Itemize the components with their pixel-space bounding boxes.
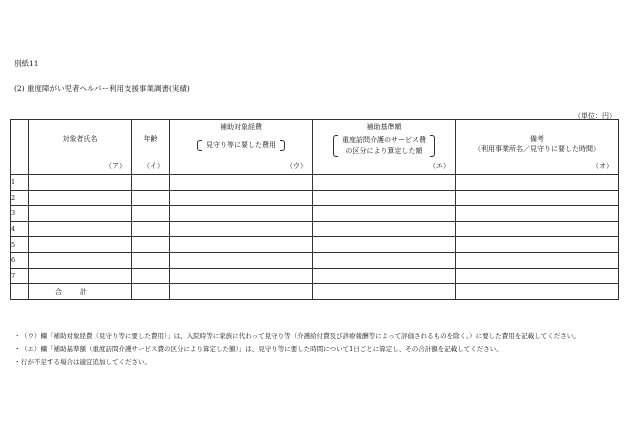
age-cell[interactable] <box>132 190 170 206</box>
remarks-cell[interactable] <box>456 190 619 206</box>
age-cell[interactable] <box>132 268 170 284</box>
name-cell[interactable] <box>29 268 132 284</box>
row-number: 3 <box>11 206 29 222</box>
table-row <box>11 206 619 222</box>
age-cell[interactable] <box>132 175 170 191</box>
cost-cell[interactable] <box>170 252 313 268</box>
total-age-cell <box>132 284 170 300</box>
remarks-cell[interactable] <box>456 252 619 268</box>
base-cell[interactable] <box>313 237 456 253</box>
note-bullet: ・ <box>14 332 21 340</box>
base-column-mark: （エ） <box>429 162 450 170</box>
name-column-label: 対象者氏名 <box>62 135 98 143</box>
age-column-label: 年齢 <box>143 135 158 143</box>
remarks-column-mark: （オ） <box>592 162 613 170</box>
table-row <box>11 268 619 284</box>
note-bullet: ・ <box>14 345 21 353</box>
remarks-cell[interactable] <box>456 237 619 253</box>
row-number: 2 <box>11 190 29 206</box>
name-column-mark: （ア） <box>105 162 126 170</box>
total-row <box>11 284 619 300</box>
table-row <box>11 237 619 253</box>
name-cell[interactable] <box>29 252 132 268</box>
note-text: 行が不足する場合は適宜追加してください。 <box>21 358 151 366</box>
base-column-header <box>313 120 456 175</box>
total-number-cell <box>11 284 29 300</box>
remarks-column-note: （利用事業所名／見守りに要した時間） <box>474 145 600 153</box>
cost-cell[interactable] <box>170 190 313 206</box>
cost-column-header <box>170 120 313 175</box>
name-column-header <box>29 120 132 175</box>
base-column-note-line1: 重度訪問介護のサービス費 <box>342 136 426 144</box>
base-column-note-line2: の区分により算定した額 <box>345 147 423 155</box>
table-row <box>11 190 619 206</box>
notes-section <box>14 330 620 369</box>
note-item <box>14 330 620 343</box>
remarks-cell[interactable] <box>456 221 619 237</box>
base-cell[interactable] <box>313 206 456 222</box>
remarks-cell[interactable] <box>456 268 619 284</box>
base-cell[interactable] <box>313 268 456 284</box>
remarks-cell[interactable] <box>456 206 619 222</box>
total-base-cell[interactable] <box>313 284 456 300</box>
row-number: 1 <box>11 175 29 191</box>
row-number: 5 <box>11 237 29 253</box>
note-text: （エ）欄「補助基準額（重度訪問介護サービス費の区分により算定した額）」は、見守り等に要した時間について1日ごとに算定し、その合計額を記載してください。 <box>21 345 503 353</box>
note-text: （ウ）欄「補助対象経費（見守り等に要した費用）」は、入院時等に家族に代わって見守り等（介護給付費及び診療報酬等によって評価されるものを除く。）に要した費用を記載してください。 <box>21 332 580 340</box>
age-cell[interactable] <box>132 237 170 253</box>
row-number: 6 <box>11 252 29 268</box>
row-number: 7 <box>11 268 29 284</box>
cost-column-label: 補助対象経費 <box>220 123 262 131</box>
age-column-mark: （イ） <box>143 162 164 170</box>
name-cell[interactable] <box>29 221 132 237</box>
remarks-column-label: 備考 <box>530 135 544 143</box>
cost-cell[interactable] <box>170 206 313 222</box>
name-cell[interactable] <box>29 237 132 253</box>
cost-cell[interactable] <box>170 175 313 191</box>
table-row <box>11 252 619 268</box>
total-cost-cell[interactable] <box>170 284 313 300</box>
cost-column-mark: （ウ） <box>286 162 307 170</box>
cost-cell[interactable] <box>170 221 313 237</box>
document-title: (2) 重度障がい児者ヘルパー利用支援事業調書(実績) <box>14 84 190 93</box>
note-item <box>14 343 620 356</box>
base-column-note <box>333 135 435 157</box>
note-item <box>14 356 620 369</box>
age-cell[interactable] <box>132 206 170 222</box>
row-number-header <box>11 120 29 175</box>
base-column-label: 補助基準額 <box>366 123 402 131</box>
cost-cell[interactable] <box>170 237 313 253</box>
cost-column-note: 見守り等に要した費用 <box>197 140 285 151</box>
name-cell[interactable] <box>29 206 132 222</box>
total-remarks-cell <box>456 284 619 300</box>
cost-cell[interactable] <box>170 268 313 284</box>
name-cell[interactable] <box>29 190 132 206</box>
note-bullet: ・ <box>14 358 21 366</box>
remarks-cell[interactable] <box>456 175 619 191</box>
row-number: 4 <box>11 221 29 237</box>
base-cell[interactable] <box>313 190 456 206</box>
age-cell[interactable] <box>132 252 170 268</box>
total-label: 合計 <box>29 284 132 300</box>
base-cell[interactable] <box>313 252 456 268</box>
age-cell[interactable] <box>132 221 170 237</box>
base-cell[interactable] <box>313 221 456 237</box>
unit-label: （単位：円） <box>574 112 616 120</box>
name-cell[interactable] <box>29 175 132 191</box>
table-row <box>11 175 619 191</box>
expense-table <box>10 119 619 300</box>
age-column-header <box>132 120 170 175</box>
document-label: 別紙11 <box>14 59 39 68</box>
remarks-column-header <box>456 120 619 175</box>
table-row <box>11 221 619 237</box>
base-cell[interactable] <box>313 175 456 191</box>
